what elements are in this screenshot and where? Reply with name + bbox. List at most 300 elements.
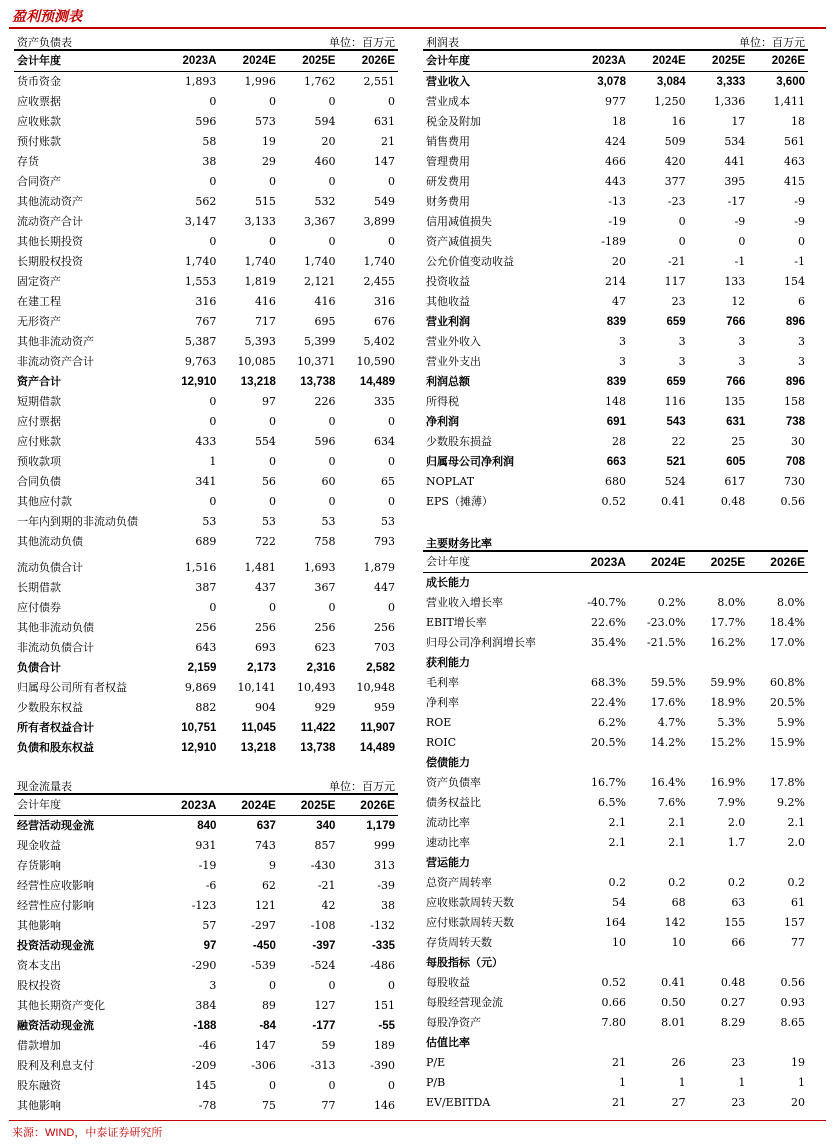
cell-value: 0 <box>798 235 805 248</box>
balance-sheet-table <box>14 51 398 758</box>
row-label: 债务权益比 <box>426 796 481 809</box>
year-header: 2026E <box>338 51 398 72</box>
cell-value <box>689 953 749 973</box>
cell-value: 0 <box>268 235 276 248</box>
row-label: EV/EBITDA <box>426 1096 491 1109</box>
cell-value: -313 <box>310 1059 336 1072</box>
cell-value: 20 <box>611 255 626 268</box>
cell-value: 89 <box>261 999 276 1012</box>
cell-value: 13,218 <box>240 742 276 754</box>
cell-value: 857 <box>314 839 336 852</box>
cell-value: 5,399 <box>303 335 336 348</box>
page-title-bar <box>9 4 826 29</box>
row-label: 股东融资 <box>17 1079 61 1092</box>
table-row <box>423 1033 808 1053</box>
cell-value: 1 <box>618 1076 626 1089</box>
cell-value <box>689 1033 749 1053</box>
year-header: 2023A <box>569 552 629 573</box>
cash-flow-unit: 单位：百万元 <box>329 780 395 793</box>
header-label: 会计年度 <box>423 552 569 573</box>
cell-value: 142 <box>664 916 686 929</box>
row-label: 应付账款 <box>17 435 61 448</box>
cell-value: 53 <box>321 515 336 528</box>
income-statement-panel <box>423 30 808 512</box>
cell-value: 38 <box>381 899 395 912</box>
table-row <box>14 738 398 758</box>
cell-value: 1,740 <box>184 255 217 268</box>
cell-value: 147 <box>374 155 395 168</box>
cell-value: 47 <box>611 295 626 308</box>
cell-value: 54 <box>611 896 626 909</box>
row-label: 少数股东权益 <box>17 701 83 714</box>
cell-value: 420 <box>664 155 686 168</box>
cell-value: 57 <box>202 919 217 932</box>
cell-value: 42 <box>321 899 336 912</box>
table-row <box>423 392 808 412</box>
table-row <box>423 152 808 172</box>
table-row <box>14 212 398 232</box>
row-label: 偿债能力 <box>426 756 470 769</box>
cell-value: -1 <box>734 255 746 268</box>
row-label: 速动比率 <box>426 836 470 849</box>
header-row <box>423 552 808 573</box>
cell-value: 2,159 <box>187 662 217 674</box>
cell-value: 11,422 <box>300 722 336 734</box>
cell-value: 3,133 <box>244 215 276 228</box>
cell-value: 793 <box>374 535 395 548</box>
cell-value: -9 <box>734 215 746 228</box>
cell-value: 16.7% <box>591 776 626 789</box>
table-row <box>423 793 808 813</box>
cell-value: 977 <box>604 95 626 108</box>
cell-value: 17.6% <box>650 696 686 709</box>
cell-value: 35.4% <box>591 636 626 649</box>
cell-value: 896 <box>785 376 805 388</box>
cell-value: 8.0% <box>777 596 805 609</box>
table-row <box>423 492 808 512</box>
cell-value: -21.5% <box>646 636 686 649</box>
cell-value: 2,316 <box>306 662 336 674</box>
row-label: 研发费用 <box>426 175 470 188</box>
table-row <box>14 112 398 132</box>
row-label: 成长能力 <box>426 576 470 589</box>
table-row <box>14 718 398 738</box>
cell-value: 766 <box>726 316 746 328</box>
cell-value: 623 <box>314 641 336 654</box>
cash-flow-caption <box>14 774 398 795</box>
row-label: 流动负债合计 <box>17 561 83 574</box>
row-label: 其他长期投资 <box>17 235 83 248</box>
row-label: 合同资产 <box>17 175 61 188</box>
cell-value: 1,481 <box>244 561 276 574</box>
cell-value: 0 <box>388 175 395 188</box>
cell-value: 466 <box>604 155 626 168</box>
cell-value: 377 <box>664 175 686 188</box>
year-header: 2026E <box>748 51 808 72</box>
cell-value: 3,899 <box>363 215 395 228</box>
row-label: 每股经营现金流 <box>426 996 503 1009</box>
cell-value: 16.2% <box>710 636 746 649</box>
cell-value: 60 <box>321 475 336 488</box>
cell-value: 17.8% <box>770 776 805 789</box>
cell-value <box>629 1033 689 1053</box>
cell-value: 335 <box>374 395 395 408</box>
cell-value: 766 <box>726 376 746 388</box>
cell-value: 0 <box>328 175 336 188</box>
cell-value: 1,179 <box>366 820 395 832</box>
cell-value: 16.9% <box>710 776 746 789</box>
cell-value: 1,411 <box>773 95 805 108</box>
row-label: 净利润 <box>426 415 459 428</box>
table-row <box>423 312 808 332</box>
table-row <box>423 893 808 913</box>
row-label: 营业外支出 <box>426 355 481 368</box>
cell-value: 10,493 <box>296 681 336 694</box>
cell-value: 59.9% <box>710 676 746 689</box>
table-row <box>14 658 398 678</box>
row-label: 应付票据 <box>17 415 61 428</box>
cell-value: 882 <box>195 701 217 714</box>
cell-value <box>569 753 629 773</box>
cell-value: 9,869 <box>184 681 217 694</box>
cell-value: 596 <box>195 115 217 128</box>
row-label: 应付账款周转天数 <box>426 916 514 929</box>
row-label: 营运能力 <box>426 856 470 869</box>
cell-value <box>689 573 749 594</box>
cell-value: 631 <box>726 416 746 428</box>
cell-value: -306 <box>251 1059 276 1072</box>
cell-value: 18.4% <box>770 616 805 629</box>
cell-value: 634 <box>374 435 395 448</box>
cell-value: -430 <box>310 859 336 872</box>
cell-value: -23 <box>667 195 686 208</box>
cell-value: 53 <box>202 515 217 528</box>
row-label: 流动资产合计 <box>17 215 83 228</box>
cell-value: 147 <box>254 1039 276 1052</box>
table-row <box>14 936 398 956</box>
table-row <box>423 733 808 753</box>
cell-value: 460 <box>314 155 336 168</box>
row-label: 营业收入增长率 <box>426 596 503 609</box>
cell-value: 12 <box>731 295 746 308</box>
cell-value: 11,907 <box>360 722 395 734</box>
cell-value: 256 <box>314 621 336 634</box>
row-label: ROE <box>426 716 452 729</box>
table-row <box>423 192 808 212</box>
cell-value: 1,553 <box>184 275 217 288</box>
row-label: 营业利润 <box>426 315 470 328</box>
cell-value: 0 <box>678 235 686 248</box>
cell-value <box>748 1033 808 1053</box>
table-row <box>423 1093 808 1113</box>
cell-value: 2.1 <box>668 816 686 829</box>
cell-value: 3 <box>798 335 805 348</box>
cell-value: 415 <box>784 175 805 188</box>
cell-value: 6.2% <box>598 716 626 729</box>
cell-value: 23 <box>731 1096 746 1109</box>
cell-value: 387 <box>195 581 217 594</box>
header-row <box>14 51 398 72</box>
row-label: 存货影响 <box>17 859 61 872</box>
cell-value: 148 <box>604 395 626 408</box>
cell-value: 8.01 <box>661 1016 686 1029</box>
cell-value: 3 <box>678 355 686 368</box>
cell-value: 0 <box>328 455 336 468</box>
cell-value: 0 <box>328 95 336 108</box>
cell-value: 1,336 <box>713 95 746 108</box>
cell-value: -9 <box>794 195 805 208</box>
cell-value: 14,489 <box>359 376 395 388</box>
table-row <box>14 1076 398 1096</box>
cell-value: 164 <box>604 916 626 929</box>
cell-value: 0 <box>388 415 395 428</box>
cell-value: 631 <box>374 115 395 128</box>
cell-value: -46 <box>198 1039 217 1052</box>
cell-value: 416 <box>314 295 336 308</box>
row-label: 一年内到期的非流动负债 <box>17 515 138 528</box>
cell-value: 840 <box>197 820 217 832</box>
cell-value: 77 <box>791 936 805 949</box>
financial-ratios-caption <box>423 531 808 552</box>
cell-value: 437 <box>254 581 276 594</box>
table-row <box>423 593 808 613</box>
table-row <box>14 172 398 192</box>
cell-value: 256 <box>254 621 276 634</box>
cell-value <box>569 1033 629 1053</box>
cell-value: -335 <box>371 940 395 952</box>
cell-value: -13 <box>608 195 626 208</box>
cell-value: 16.4% <box>650 776 686 789</box>
cell-value <box>629 853 689 873</box>
cell-value: 77 <box>321 1099 336 1112</box>
table-row <box>14 698 398 718</box>
cell-value: 18 <box>611 115 626 128</box>
cell-value: 532 <box>314 195 336 208</box>
cell-value: 717 <box>254 315 276 328</box>
cell-value: 395 <box>724 175 746 188</box>
table-row <box>14 312 398 332</box>
cell-value: 0 <box>328 495 336 508</box>
cell-value: 21 <box>381 135 395 148</box>
table-row <box>14 472 398 492</box>
cell-value: 367 <box>314 581 336 594</box>
cell-value: 3,367 <box>303 215 336 228</box>
cell-value: 13,218 <box>240 376 276 388</box>
row-label: 股权投资 <box>17 979 61 992</box>
table-row <box>423 913 808 933</box>
table-row <box>14 412 398 432</box>
row-label: P/E <box>426 1056 446 1069</box>
row-label: 借款增加 <box>17 1039 61 1052</box>
cell-value: 25 <box>731 435 746 448</box>
cell-value: 116 <box>664 395 686 408</box>
row-label: 应收账款 <box>17 115 61 128</box>
cell-value: 61 <box>791 896 805 909</box>
row-label: 无形资产 <box>17 315 61 328</box>
cell-value: -450 <box>252 940 276 952</box>
cell-value: 839 <box>606 316 626 328</box>
table-row <box>423 673 808 693</box>
table-row <box>14 192 398 212</box>
cell-value: 66 <box>731 936 746 949</box>
cell-value: 693 <box>254 641 276 654</box>
table-row <box>14 152 398 172</box>
row-label: ROIC <box>426 736 457 749</box>
cell-value: 151 <box>374 999 395 1012</box>
cell-value: 17.0% <box>770 636 805 649</box>
cell-value: 1,762 <box>303 75 336 88</box>
cell-value: 0.66 <box>601 996 626 1009</box>
cell-value: 463 <box>784 155 805 168</box>
cell-value: 3 <box>618 355 626 368</box>
cell-value: 8.29 <box>720 1016 746 1029</box>
cell-value: 515 <box>254 195 276 208</box>
cell-value: 9.2% <box>777 796 805 809</box>
cell-value: 0.2% <box>657 596 686 609</box>
row-label: 在建工程 <box>17 295 61 308</box>
cell-value: 4.7% <box>657 716 686 729</box>
cell-value: 8.65 <box>780 1016 805 1029</box>
cell-value: -108 <box>310 919 336 932</box>
cell-value: 0 <box>209 235 217 248</box>
row-label: 毛利率 <box>426 676 459 689</box>
cell-value: -23.0% <box>646 616 686 629</box>
footer-divider <box>9 1120 826 1121</box>
row-label: 信用减值损失 <box>426 215 492 228</box>
cell-value: 3 <box>738 335 746 348</box>
table-row <box>423 753 808 773</box>
cell-value: 0 <box>388 495 395 508</box>
cell-value: 1 <box>798 1076 805 1089</box>
year-header: 2026E <box>748 552 808 573</box>
cell-value: 23 <box>671 295 686 308</box>
cell-value: 7.9% <box>717 796 746 809</box>
year-header: 2025E <box>279 795 339 816</box>
cell-value: 1,879 <box>363 561 395 574</box>
cell-value: 117 <box>664 275 686 288</box>
row-label: 其他长期资产变化 <box>17 999 105 1012</box>
year-header: 2025E <box>279 51 339 72</box>
row-label: 合同负债 <box>17 475 61 488</box>
cell-value: 5.3% <box>717 716 746 729</box>
cell-value: 1,516 <box>184 561 217 574</box>
table-row <box>423 452 808 472</box>
row-label: 估值比率 <box>426 1036 470 1049</box>
row-label: 货币资金 <box>17 75 61 88</box>
cell-value <box>629 953 689 973</box>
table-row <box>423 873 808 893</box>
cell-value: 10 <box>611 936 626 949</box>
cell-value: 13,738 <box>300 376 336 388</box>
cell-value: 416 <box>254 295 276 308</box>
table-row <box>14 916 398 936</box>
table-row <box>423 252 808 272</box>
cell-value <box>569 953 629 973</box>
cell-value: 0 <box>328 979 336 992</box>
table-row <box>423 833 808 853</box>
table-row <box>14 976 398 996</box>
cell-value: 0 <box>388 235 395 248</box>
cell-value: 0 <box>328 601 336 614</box>
cell-value: 18 <box>791 115 805 128</box>
table-row <box>14 292 398 312</box>
table-row <box>14 512 398 532</box>
row-label: 经营性应付影响 <box>17 899 94 912</box>
cell-value: 534 <box>724 135 746 148</box>
table-row <box>423 613 808 633</box>
cell-value: 135 <box>724 395 746 408</box>
row-label: 所得税 <box>426 395 459 408</box>
table-row <box>14 996 398 1016</box>
table-row <box>423 172 808 192</box>
row-label: P/B <box>426 1076 446 1089</box>
cell-value: 3 <box>738 355 746 368</box>
cell-value: 158 <box>784 395 805 408</box>
cell-value: -78 <box>198 1099 217 1112</box>
table-row <box>14 432 398 452</box>
cell-value: 0 <box>268 601 276 614</box>
cell-value: 2.1 <box>787 816 805 829</box>
financial-ratios-panel <box>423 531 808 1113</box>
income-statement-title: 利润表 <box>426 36 459 49</box>
cell-value: 1,250 <box>654 95 686 108</box>
year-header: 2025E <box>689 552 749 573</box>
row-label: 每股净资产 <box>426 1016 481 1029</box>
cell-value: 28 <box>611 435 626 448</box>
cell-value: 13,738 <box>300 742 336 754</box>
balance-sheet-caption <box>14 30 398 51</box>
cell-value: 8.0% <box>717 596 746 609</box>
cell-value: 0.41 <box>661 495 686 508</box>
cell-value: 0 <box>328 1079 336 1092</box>
row-label: 流动比率 <box>426 816 470 829</box>
cell-value: 1,893 <box>184 75 217 88</box>
year-header: 2023A <box>569 51 629 72</box>
row-label: 应付债券 <box>17 601 61 614</box>
cell-value: 3,078 <box>597 76 626 88</box>
balance-sheet-panel <box>14 30 398 758</box>
row-label: 其他应付款 <box>17 495 72 508</box>
cell-value: -290 <box>191 959 217 972</box>
cell-value <box>748 653 808 673</box>
cell-value: 1,740 <box>363 255 395 268</box>
cell-value: 549 <box>374 195 395 208</box>
cell-value: 0 <box>209 415 217 428</box>
cell-value <box>569 653 629 673</box>
table-row <box>423 332 808 352</box>
cell-value: -21 <box>667 255 686 268</box>
source-note: 来源：WIND，中泰证券研究所 <box>12 1127 163 1139</box>
cell-value: 0.2 <box>668 876 686 889</box>
cell-value: 659 <box>666 316 686 328</box>
cell-value: 2,173 <box>247 662 276 674</box>
cell-value: 256 <box>195 621 217 634</box>
cell-value: 19 <box>261 135 276 148</box>
cell-value: -539 <box>251 959 276 972</box>
cell-value: 29 <box>261 155 276 168</box>
row-label: 获利能力 <box>426 656 470 669</box>
row-label: 归属母公司所有者权益 <box>17 681 127 694</box>
row-label: 非流动资产合计 <box>17 355 94 368</box>
cell-value: 424 <box>604 135 626 148</box>
row-label: 公允价值变动收益 <box>426 255 514 268</box>
table-row <box>423 472 808 492</box>
cell-value <box>748 573 808 594</box>
row-label: 其他影响 <box>17 1099 61 1112</box>
table-row <box>423 773 808 793</box>
cell-value: 605 <box>726 456 746 468</box>
cell-value: 676 <box>374 315 395 328</box>
